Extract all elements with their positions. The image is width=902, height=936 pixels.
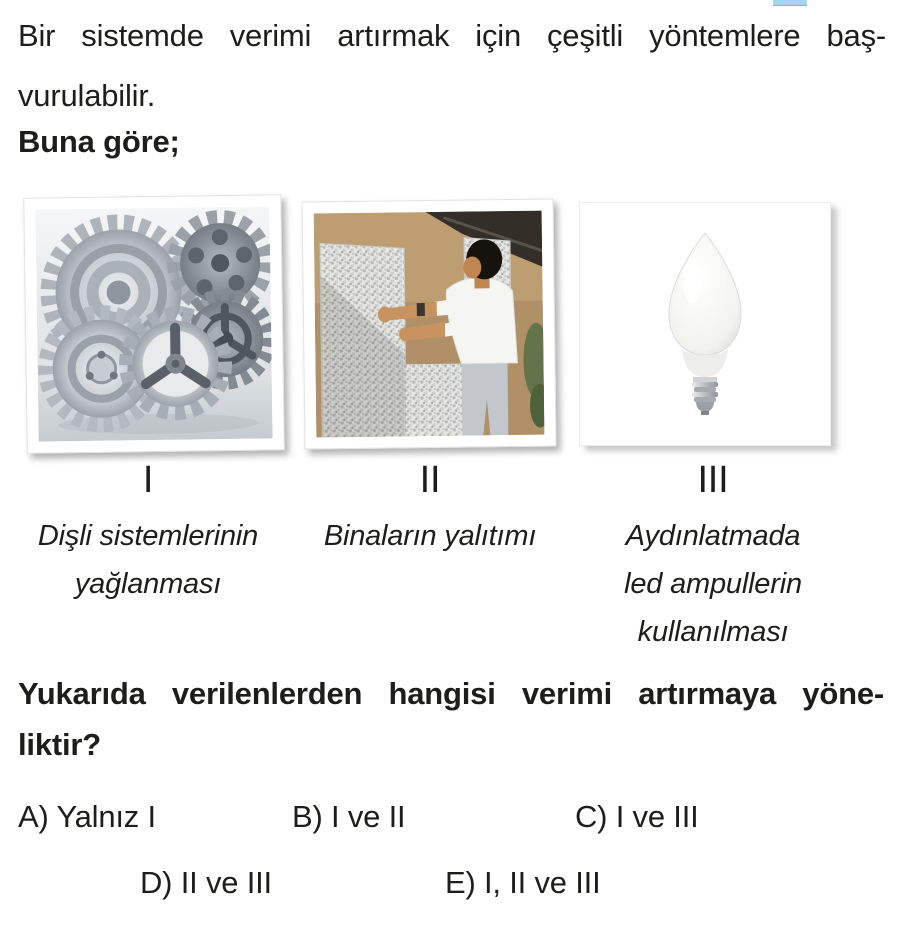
led-bulb-image: [590, 213, 820, 435]
question-intro: [18, 6, 886, 126]
option-c: C) I ve III: [575, 799, 699, 834]
caption-line: Dişli sistemlerinin: [37, 520, 259, 552]
insulation-image: [314, 211, 545, 438]
intro-line-2: vurulabilir.: [18, 78, 156, 113]
question-line-2: liktir?: [18, 727, 102, 762]
figure-2-caption: [290, 512, 570, 560]
caption-line: led ampullerin: [624, 568, 802, 600]
figure-3-caption: [573, 512, 853, 656]
figure-2-insulation: [301, 198, 556, 449]
caption-line: Aydınlatmada: [625, 520, 801, 552]
figure-1-gears: [23, 194, 285, 454]
caption-line: yağlanması: [74, 568, 222, 600]
question-line-1: Yukarıda verilenlerden hangisi verimi artırmaya yöne-: [18, 676, 884, 711]
option-a: A) Yalnız I: [18, 799, 156, 834]
question-stem: [18, 668, 884, 770]
intro-lead: Buna göre;: [18, 124, 180, 159]
figure-2-numeral: II: [419, 459, 441, 501]
intro-line-1: Bir sistemde verimi artırmak için çeşitli yöntemlere baş-: [18, 18, 886, 53]
figure-3-numeral: III: [697, 459, 729, 501]
caption-line: kullanılması: [637, 616, 789, 648]
option-e: E) I, II ve III: [445, 865, 601, 900]
option-d: D) II ve III: [140, 865, 272, 900]
figure-1-caption: [8, 512, 288, 608]
gears-image: [35, 206, 272, 441]
caption-line: Binaların yalıtımı: [323, 520, 537, 552]
figure-3-led-bulb: [579, 202, 831, 446]
figure-1-numeral: I: [142, 459, 154, 501]
option-b: B) I ve II: [292, 799, 406, 834]
